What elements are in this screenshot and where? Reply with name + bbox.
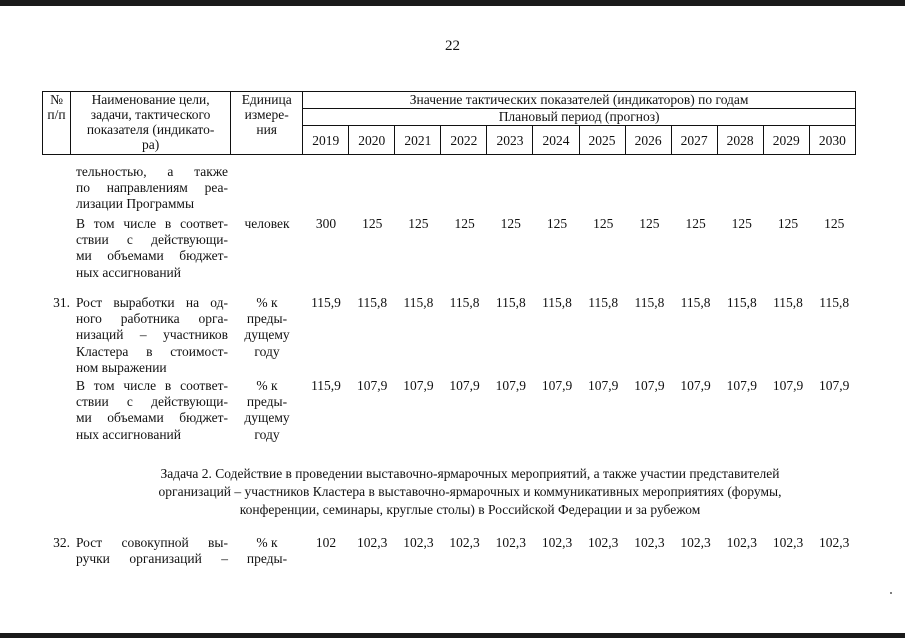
row-unit-line: % к — [256, 295, 278, 310]
row-value-31: 115,8 — [357, 295, 388, 310]
row-value-budget-1: 125 — [824, 216, 845, 231]
row-value-budget-31: 107,9 — [772, 378, 804, 393]
row-name-line: по направлениям реа- — [76, 180, 228, 196]
row-value-budget-31: 107,9 — [541, 378, 573, 393]
row-name-line: ми объемами бюджет- — [76, 410, 228, 426]
row-value-31: 115,9 — [311, 295, 341, 310]
row-unit-32 — [230, 535, 304, 567]
row-name-line: Рост выработки на од- — [76, 295, 228, 310]
header-unit-line: Единица — [241, 92, 292, 107]
row-value-31: 115,8 — [819, 295, 850, 310]
scan-speck — [890, 592, 892, 594]
row-unit-line: дущему — [244, 327, 290, 343]
header-values-title: Значение тактических показателей (индикаторов) по годам — [303, 92, 856, 109]
row-value-budget-1: 125 — [454, 216, 475, 231]
row-value-budget-31: 107,9 — [634, 378, 665, 393]
row-value-31: 115,8 — [542, 295, 572, 310]
row-value-budget-1: 125 — [685, 216, 706, 231]
task-line: конференции, семинары, круглые столы) в Российской Федерации и за рубежом — [239, 502, 701, 517]
row-value-budget-31: 107,9 — [495, 378, 526, 393]
task-heading — [70, 465, 870, 519]
row-value-budget-31: 107,9 — [403, 378, 434, 393]
row-value-31: 115,8 — [773, 295, 803, 310]
row-unit-line: дущему — [244, 410, 290, 426]
row-unit-line: % к — [256, 535, 278, 550]
row-unit-line: году — [254, 426, 280, 442]
row-value-31: 115,8 — [403, 295, 434, 310]
header-number-line: № — [50, 92, 63, 107]
row-value-budget-31: 107,9 — [588, 378, 619, 393]
row-name-31 — [76, 295, 228, 376]
row-name-line: ручки организаций – — [76, 551, 228, 567]
row-value-budget-1: 125 — [500, 216, 521, 231]
row-value-31: 115,8 — [680, 295, 711, 310]
row-value-31: 115,8 — [495, 295, 526, 310]
header-name-line: ра) — [141, 137, 160, 152]
row-number-31: 31. — [53, 295, 70, 310]
row-value-31: 115,8 — [634, 295, 665, 310]
row-name-32 — [76, 535, 228, 567]
bottom-border-bar — [0, 633, 905, 638]
row-unit-line: преды- — [246, 311, 288, 327]
row-unit-budget-31 — [230, 378, 304, 443]
top-border-bar — [0, 0, 905, 6]
row-name-line: Кластера в стоимост- — [76, 343, 228, 359]
year-header: 2022 — [441, 126, 487, 155]
row-name-line: ных ассигнований — [76, 426, 181, 442]
row-value-32: 102,3 — [772, 535, 804, 550]
row-unit-line: человек — [244, 216, 290, 231]
row-unit-31 — [230, 295, 304, 360]
row-value-31: 115,8 — [726, 295, 757, 310]
row-unit-line: преды- — [246, 394, 288, 410]
year-header: 2019 — [303, 126, 349, 155]
row-value-32: 102,3 — [680, 535, 711, 550]
row-name-line: ствии с действующи- — [76, 232, 228, 248]
row-name-line: ствии с действующи- — [76, 394, 228, 410]
header-unit-cell — [231, 92, 303, 155]
row-value-budget-31: 107,9 — [819, 378, 850, 393]
header-number-cell — [43, 92, 71, 155]
row-name-budget-31 — [76, 378, 228, 443]
year-header: 2030 — [809, 126, 855, 155]
row-value-32: 102,3 — [541, 535, 573, 550]
row-value-budget-1: 125 — [546, 216, 568, 231]
row-unit-1 — [230, 216, 304, 232]
header-unit-line: ния — [256, 122, 278, 137]
row-unit-line: году — [254, 343, 280, 359]
year-header: 2025 — [579, 126, 625, 155]
row-value-32: 102,3 — [357, 535, 388, 550]
task-line: организаций – участников Кластера в выставочно-ярмарочных и коммуникативных мероприятиях (форумы, — [158, 484, 782, 499]
row-name-line: Рост совокупной вы- — [76, 535, 228, 550]
row-name-budget-1 — [76, 216, 228, 281]
row-value-budget-1: 125 — [593, 216, 614, 231]
year-header: 2027 — [671, 126, 717, 155]
row-value-32: 102,3 — [588, 535, 619, 550]
year-header: 2028 — [717, 126, 763, 155]
header-name-line: Наименование цели, — [91, 92, 210, 107]
row-value-budget-1: 125 — [408, 216, 429, 231]
row-value-budget-31: 107,9 — [449, 378, 480, 393]
row-name-line: тельностью, а также — [76, 164, 228, 179]
row-name-line: низаций – участников — [76, 327, 228, 343]
row-value-budget-31: 115,9 — [311, 378, 341, 393]
row-name-line: ных ассигнований — [76, 264, 181, 280]
row-value-budget-1: 125 — [777, 216, 799, 231]
header-unit-line: измере- — [244, 107, 289, 122]
row-name-line: ном выражении — [76, 359, 167, 375]
header-planning-period: Плановый период (прогноз) — [303, 109, 856, 126]
row-unit-line: преды- — [246, 551, 288, 567]
header-name-line: показателя (индикато- — [86, 122, 215, 137]
row-name-line: ми объемами бюджет- — [76, 248, 228, 264]
row-name-line: лизации Программы — [76, 196, 195, 212]
year-header: 2024 — [533, 126, 579, 155]
row-value-32: 102,3 — [449, 535, 480, 550]
year-header: 2026 — [625, 126, 671, 155]
row-name-line: В том числе в соответ- — [76, 378, 228, 393]
row-value-budget-1: 125 — [362, 216, 383, 231]
row-value-budget-31: 107,9 — [726, 378, 757, 393]
row-value-31: 115,8 — [449, 295, 480, 310]
page-number: 22 — [445, 38, 460, 54]
year-header: 2021 — [395, 126, 441, 155]
task-line: Задача 2. Содействие в проведении выставочно-ярмарочных мероприятий, а также участии представителей — [160, 466, 780, 481]
row-value-budget-1: 125 — [731, 216, 752, 231]
year-header: 2029 — [763, 126, 809, 155]
row-value-31: 115,8 — [588, 295, 619, 310]
header-table — [42, 91, 856, 155]
header-name-line: задачи, тактического — [90, 107, 211, 122]
row-value-budget-31: 107,9 — [680, 378, 711, 393]
row-value-32: 102 — [315, 535, 337, 550]
row-value-32: 102,3 — [726, 535, 757, 550]
row-name-line: ного работника орга- — [76, 311, 228, 327]
row-name-line: В том числе в соответ- — [76, 216, 228, 231]
row-value-32: 102,3 — [634, 535, 665, 550]
row-value-32: 102,3 — [403, 535, 434, 550]
row-number-32: 32. — [53, 535, 70, 550]
row-name-continuation — [76, 164, 228, 213]
header-number-line: п/п — [47, 107, 66, 122]
year-header: 2023 — [487, 126, 533, 155]
row-value-32: 102,3 — [495, 535, 526, 550]
row-value-budget-1: 125 — [639, 216, 660, 231]
header-name-cell — [71, 92, 231, 155]
row-value-budget-31: 107,9 — [357, 378, 388, 393]
row-value-32: 102,3 — [819, 535, 850, 550]
row-unit-line: % к — [256, 378, 278, 393]
year-header: 2020 — [349, 126, 395, 155]
row-value-budget-1: 300 — [315, 216, 337, 231]
